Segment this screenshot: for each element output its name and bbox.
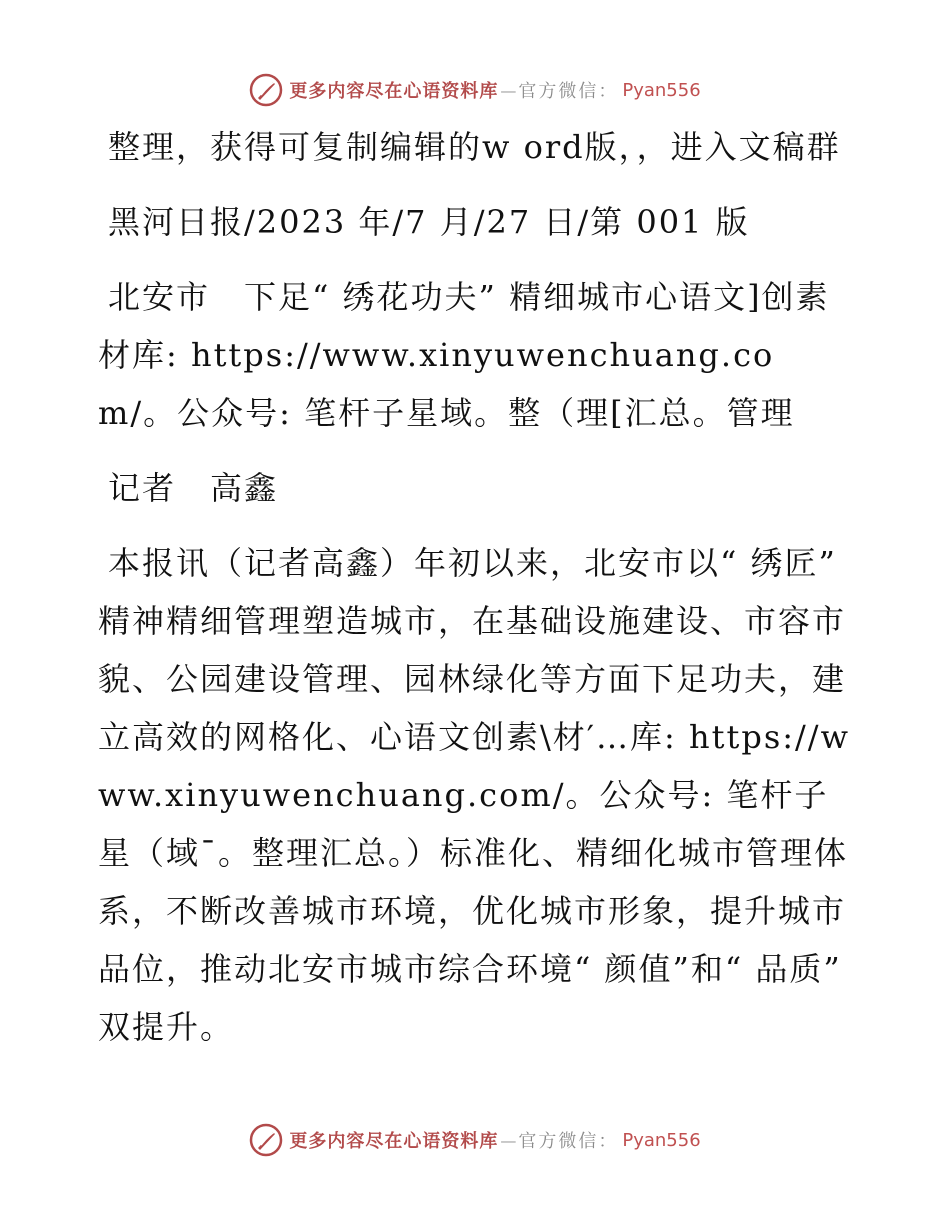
watermark-text: 更多内容尽在心语资料库 bbox=[289, 1131, 499, 1152]
watermark-separator: — bbox=[500, 80, 517, 100]
watermark-header bbox=[0, 70, 950, 110]
paragraph-headline: 北安市 下足“ 绣花功夫” 精细城市心语文]创素材库: https://www.xinyuwenchuang.com/。公众号: 笔杆子星域。整（理[汇总。管理 bbox=[98, 278, 830, 432]
watermark-wechat-id: Pyan556 bbox=[622, 79, 701, 101]
paragraph-byline: 记者 高鑫 bbox=[108, 469, 279, 507]
watermark-official-label: 官方微信： bbox=[518, 1131, 619, 1152]
document-body bbox=[98, 118, 850, 1073]
paragraph-body: 本报讯（记者高鑫）年初以来，北安市以“ 绣匠” 精神精细管理塑造城市，在基础设施建设、市容市貌、公园建设管理、园林绿化等方面下足功夫，建立高效的网格化、心语文创素\材′…库: https://www.xinyuwenchuang.com/。公众号: 笔杆子星（域¯。整理汇总。）标准化、精细化城市管理体系，不断改善城市环境，优化城市形象，提升城市品位，推动北安市城市综合环境“ 颜值”和“ 品质” 双提升。 bbox=[98, 544, 850, 1046]
watermark-footer bbox=[0, 1120, 950, 1160]
feather-pen-logo-icon bbox=[249, 1123, 283, 1157]
watermark-wechat-id: Pyan556 bbox=[622, 1129, 701, 1151]
paragraph-source: 黑河日报/2023 年/7 月/27 日/第 001 版 bbox=[108, 203, 750, 241]
watermark-official-label: 官方微信： bbox=[518, 81, 619, 102]
watermark-text: 更多内容尽在心语资料库 bbox=[289, 81, 499, 102]
feather-pen-logo-icon bbox=[249, 73, 283, 107]
paragraph-intro: 整理，获得可复制编辑的w ord版，，进入文稿群 bbox=[108, 128, 841, 166]
watermark-separator: — bbox=[500, 1130, 517, 1150]
